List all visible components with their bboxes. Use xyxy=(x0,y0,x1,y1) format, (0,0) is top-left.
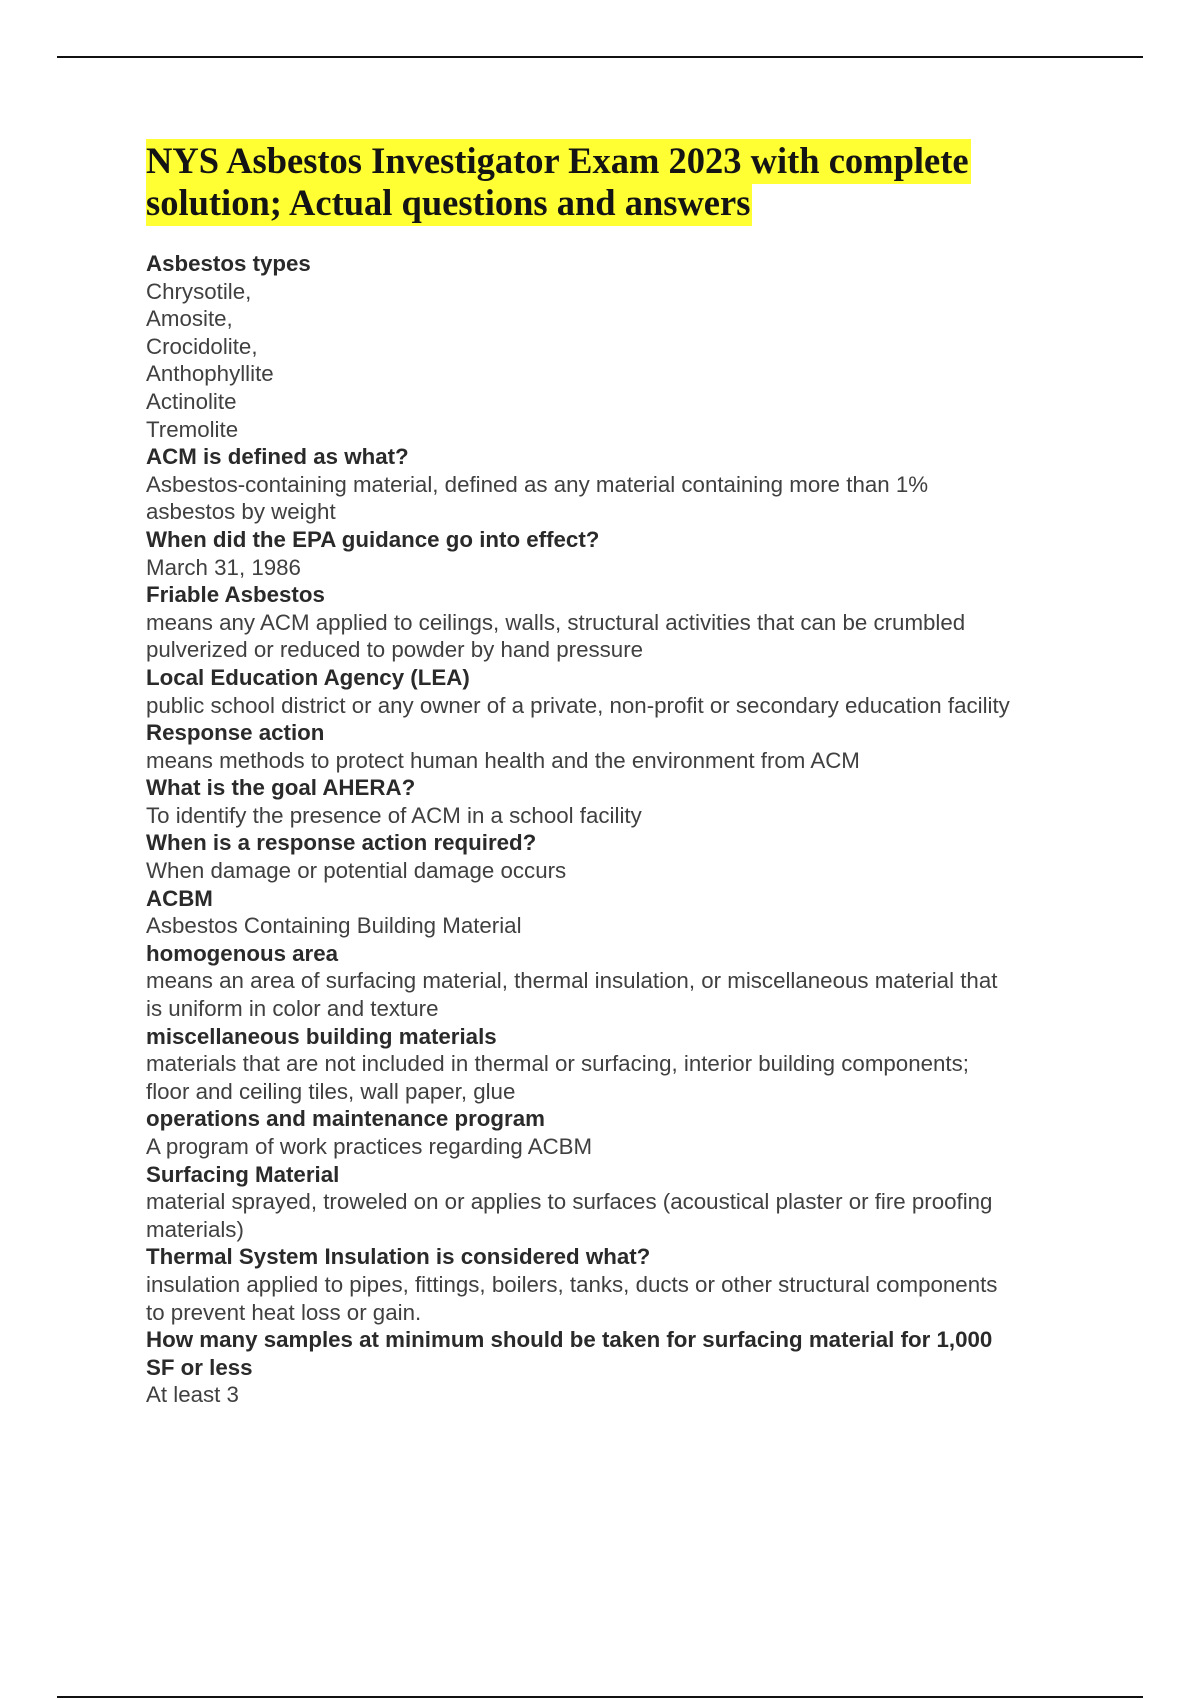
qa-item xyxy=(146,581,1106,664)
qa-item xyxy=(146,1105,1106,1160)
title-line-2: solution; Actual questions and answers xyxy=(146,181,752,226)
bottom-rule xyxy=(57,1696,1143,1698)
question-text: ACM is defined as what? xyxy=(146,444,409,470)
question-text: ACBM xyxy=(146,885,213,911)
question-text: Response action xyxy=(146,720,325,746)
answer-text: When damage or potential damage occurs xyxy=(146,858,567,884)
answer-text: Chrysotile, Amosite, Crocidolite, Anthophyllite Actinolite Tremolite xyxy=(146,278,274,442)
document-title xyxy=(146,140,1106,224)
answer-text: means methods to protect human health and the environment from ACM xyxy=(146,747,860,773)
question-text: operations and maintenance program xyxy=(146,1106,545,1132)
question-text: Thermal System Insulation is considered what? xyxy=(146,1244,651,1270)
qa-item xyxy=(146,443,1106,526)
answer-text: materials that are not included in thermal or surfacing, interior building components; floor and ceiling tiles, wall paper, glue xyxy=(146,1051,969,1104)
question-text: Asbestos types xyxy=(146,251,311,276)
qa-item xyxy=(146,774,1106,829)
answer-text: means any ACM applied to ceilings, walls, structural activities that can be crumbled pulverized or reduced to powder by hand pressure xyxy=(146,609,966,663)
qa-item xyxy=(146,829,1106,884)
qa-item xyxy=(146,526,1106,581)
answer-text: public school district or any owner of a private, non-profit or secondary education facility xyxy=(146,692,1010,718)
question-text: Friable Asbestos xyxy=(146,582,325,608)
answer-text: March 31, 1986 xyxy=(146,554,301,580)
qa-item xyxy=(146,719,1106,774)
question-text: When did the EPA guidance go into effect? xyxy=(146,526,600,552)
answer-text: Asbestos-containing material, defined as any material containing more than 1% asbestos by weight xyxy=(146,471,929,525)
answer-text: At least 3 xyxy=(146,1382,239,1408)
answer-text: insulation applied to pipes, fittings, boilers, tanks, ducts or other structural components to prevent heat loss or gain. xyxy=(146,1271,998,1325)
question-text: How many samples at minimum should be taken for surfacing material for 1,000 SF or less xyxy=(146,1327,993,1380)
answer-text: means an area of surfacing material, thermal insulation, or miscellaneous material that is uniform in color and texture xyxy=(146,968,998,1022)
question-text: What is the goal AHERA? xyxy=(146,775,416,801)
qa-item xyxy=(146,940,1106,1023)
qa-item xyxy=(146,1326,1106,1409)
question-text: Local Education Agency (LEA) xyxy=(146,664,470,690)
qa-item xyxy=(146,1161,1106,1244)
qa-item xyxy=(146,664,1106,719)
top-rule xyxy=(57,56,1143,58)
qa-item xyxy=(146,885,1106,940)
question-text: Surfacing Material xyxy=(146,1161,340,1187)
qa-item xyxy=(146,1023,1106,1106)
qa-item xyxy=(146,1243,1106,1326)
question-text: miscellaneous building materials xyxy=(146,1023,497,1049)
question-text: When is a response action required? xyxy=(146,830,537,856)
answer-text: Asbestos Containing Building Material xyxy=(146,913,522,939)
qa-item xyxy=(146,250,1106,443)
title-line-1: NYS Asbestos Investigator Exam 2023 with complete xyxy=(146,139,971,184)
question-text: homogenous area xyxy=(146,940,339,966)
answer-text: material sprayed, troweled on or applies to surfaces (acoustical plaster or fire proofing materials) xyxy=(146,1189,993,1242)
answer-text: A program of work practices regarding ACBM xyxy=(146,1134,593,1159)
answer-text: To identify the presence of ACM in a school facility xyxy=(146,802,642,828)
document-body xyxy=(146,140,1106,1409)
qa-list xyxy=(146,250,1106,1409)
